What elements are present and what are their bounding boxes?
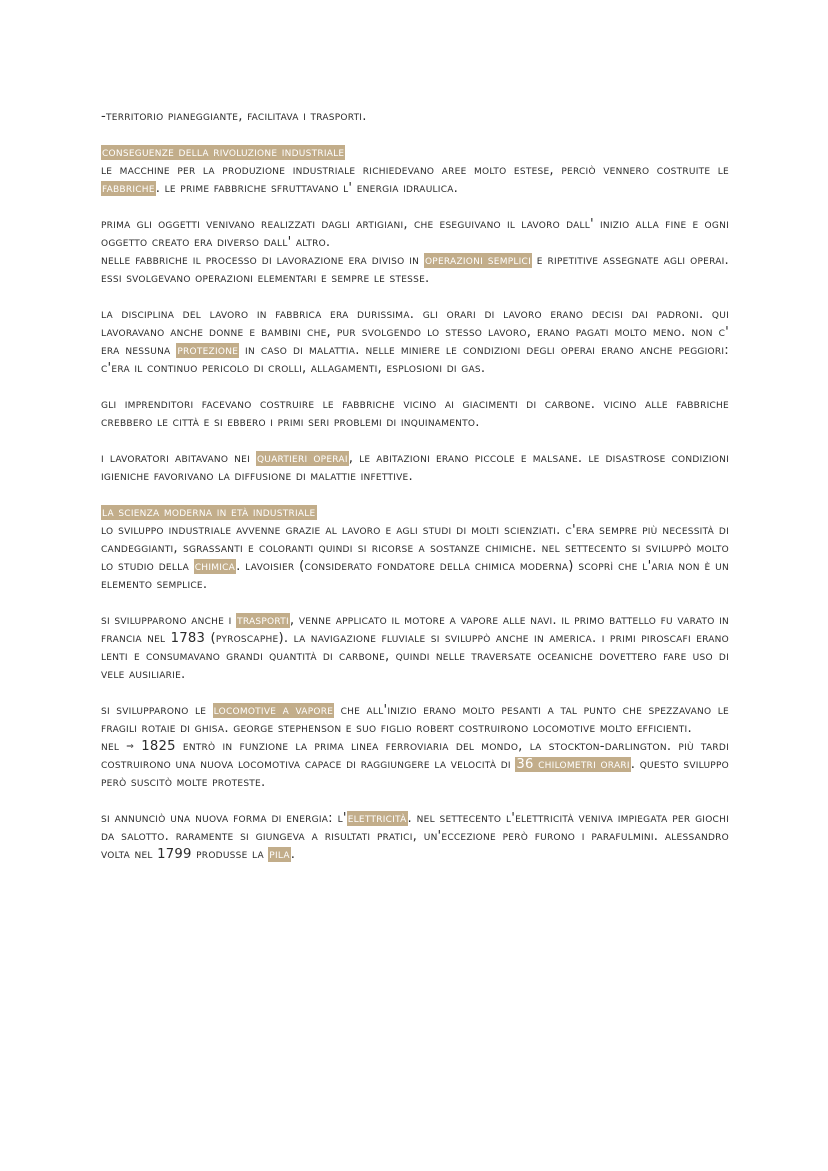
highlight-velocita: 36 chilometri orari (516, 757, 630, 772)
highlight-heading: conseguenze della rivoluzione industriale (102, 145, 345, 160)
document-page (101, 108, 729, 864)
highlight-elettricita: elettricità (347, 811, 407, 826)
section-heading-scienza (101, 504, 729, 522)
highlight-operazioni-semplici: operazioni semplici (424, 253, 531, 268)
highlight-quartieri-operai: quartieri operai (256, 451, 348, 466)
paragraph-locomotive: si svilupparono le locomotive a vapore che all'inizio erano molto pesanti a tal punto che spezzavano le fragili rotaie di ghisa. george stephenson e suo figlio robert costruirono locomotive molto efficienti. (101, 703, 729, 736)
paragraph-imprenditori: gli imprenditori facevano costruire le fabbriche vicino ai giacimenti di carbone. vicino alle fabbriche crebbero le città e si ebbero i primi seri problemi di inquinamento. (101, 397, 729, 430)
highlight-chimica: chimica (194, 559, 236, 574)
paragraph-artigiani: prima gli oggetti venivano realizzati dagli artigiani, che eseguivano il lavoro dall' inizio alla fine e ogni oggetto creato era diverso dall' altro. (101, 217, 729, 250)
highlight-pila: pila (269, 847, 290, 862)
paragraph-trasporti: si svilupparono anche i trasporti, venne applicato il motore a vapore alle navi. il primo battello fu varato in francia nel 1783 (pyroscaphe). la navigazione fluviale si sviluppò anche in america. i primi piroscafi erano lenti e consumavano grandi quantità di carbone, quindi nelle traversate oceaniche dovettero fare uso di vele ausiliarie. (101, 613, 729, 682)
paragraph-fabbriche: le macchine per la produzione industriale richiedevano aree molto estese, perciò vennero costruite le fabbriche. le prime fabbriche sfruttavano l' energia idraulica. (101, 163, 729, 196)
highlight-protezione: protezione (177, 343, 239, 358)
paragraph-lavoratori: i lavoratori abitavano nei quartieri operai, le abitazioni erano piccole e malsane. le disastrose condizioni igieniche favorivano la diffusione di malattie infettive. (101, 451, 729, 484)
highlight-trasporti: trasporti (237, 613, 289, 628)
highlight-fabbriche: fabbriche (102, 181, 155, 196)
paragraph-disciplina: la disciplina del lavoro in fabbrica era durissima. gli orari di lavoro erano decisi dai padroni. qui lavoravano anche donne e bambini che, pur svolgendo lo stesso lavoro, erano pagati molto meno. non c' era nessuna protezione in caso di malattia. nelle miniere le condizioni degli operai erano anche peggiori: c'era il continuo pericolo di crolli, allagamenti, esplosioni di gas. (101, 307, 729, 376)
arrow-icon: ⇒ (126, 742, 135, 752)
paragraph-sviluppo: lo sviluppo industriale avvenne grazie al lavoro e agli studi di molti scienziati. c'era sempre più necessità di candeggianti, sgrassanti e coloranti quindi si ricorse a sostanze chimiche. nel settecento si sviluppò molto lo studio della chimica. lavoisier (considerato fondatore della chimica moderna) scoprì che l'aria non è un elemento semplice. (101, 523, 729, 592)
paragraph-territorio: -territorio pianeggiante, facilitava i trasporti. (101, 109, 367, 124)
paragraph-ferrovia: nel ⇒ 1825 entrò in funzione la prima linea ferroviaria del mondo, la stockton-darlington. più tardi costruirono una nuova locomotiva capace di raggiungere la velocità di 36 chilometri orari. questo sviluppo però suscitò molte proteste. (101, 739, 729, 790)
paragraph-elettricita: si annunciò una nuova forma di energia: l'elettricità. nel settecento l'elettricità veniva impiegata per giochi da salotto. raramente si giungeva a risultati pratici, un'eccezione però furono i parafulmini. alessandro volta nel 1799 produsse la pila. (101, 811, 729, 862)
section-heading-conseguenze (101, 144, 729, 162)
highlight-locomotive: locomotive a vapore (213, 703, 334, 718)
paragraph-lavorazione: nelle fabbriche il processo di lavorazione era diviso in operazioni semplici e ripetitive assegnate agli operai. essi svolgevano operazioni elementari e sempre le stesse. (101, 253, 729, 286)
highlight-heading: la scienza moderna in età industriale (102, 505, 316, 520)
